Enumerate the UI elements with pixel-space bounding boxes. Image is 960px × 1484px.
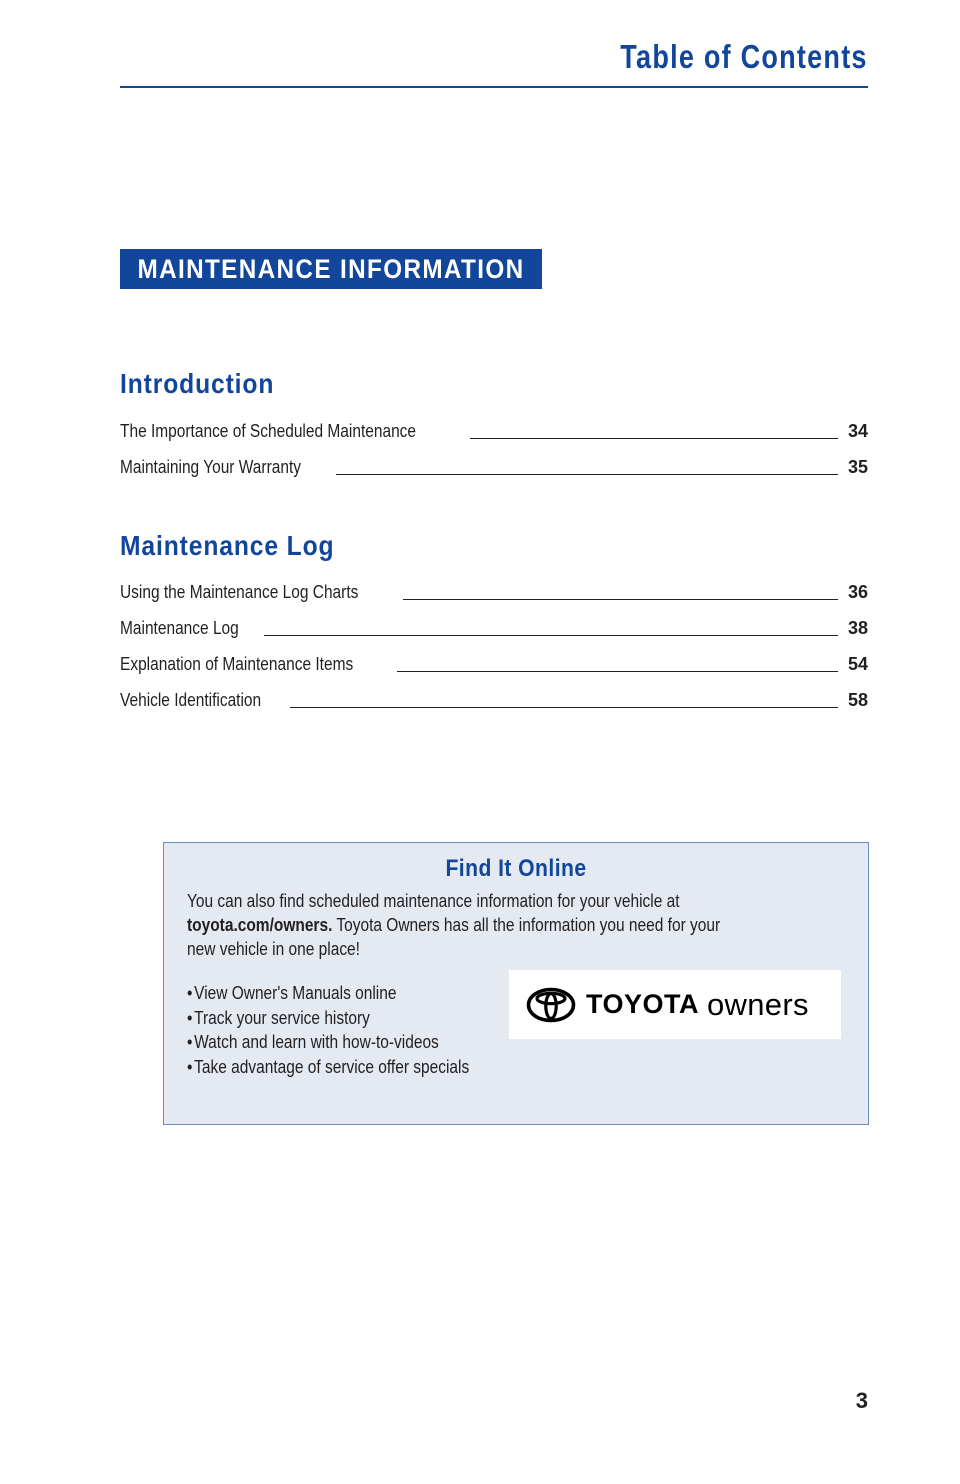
leader-line	[397, 671, 838, 672]
description-line: You can also find scheduled maintenance information for your vehicle at	[187, 891, 680, 911]
toc-entry-label: The Importance of Scheduled Maintenance	[120, 421, 417, 441]
logo-suffix-text: owners	[707, 986, 809, 1022]
logo-brand-text: TOYOTA	[586, 989, 700, 1019]
description-line: new vehicle in one place!	[187, 939, 360, 959]
toc-entry-page: 54	[847, 654, 868, 674]
toc-entry[interactable]	[120, 687, 868, 711]
title-divider	[120, 86, 868, 88]
section-banner	[120, 249, 542, 289]
toc-entry-page: 34	[847, 421, 868, 441]
page-number: 3	[855, 1388, 868, 1413]
leader-line	[336, 474, 838, 475]
leader-line	[403, 599, 838, 600]
description-text: Toyota Owners has all the information you need for your	[332, 915, 721, 935]
toc-entry-label: Explanation of Maintenance Items	[120, 654, 354, 674]
owners-link[interactable]: toyota.com/owners.	[187, 915, 333, 935]
feature-list-item: • Watch and learn with how-to-videos	[187, 1030, 548, 1055]
leader-line	[290, 707, 838, 708]
toc-entry-page: 38	[847, 618, 868, 638]
feature-list-item: • View Owner's Manuals online	[187, 981, 548, 1006]
group-heading-maintenance-log: Maintenance Log	[120, 530, 335, 561]
toc-entry-label: Vehicle Identification	[120, 690, 262, 710]
toyota-emblem-icon	[526, 987, 576, 1023]
toc-entry[interactable]	[120, 454, 868, 478]
feature-list-item: • Take advantage of service offer specials	[187, 1055, 548, 1080]
page-title: Table of Contents	[620, 38, 868, 75]
toc-entry-page: 36	[847, 582, 868, 602]
description-line	[187, 913, 823, 937]
feature-list-item: • Track your service history	[187, 1006, 548, 1031]
feature-list	[187, 981, 548, 1079]
leader-line	[264, 635, 838, 636]
toc-entry-page: 35	[847, 457, 868, 477]
find-online-description	[187, 889, 823, 961]
toc-entry-label: Using the Maintenance Log Charts	[120, 582, 359, 602]
toc-entry-label: Maintaining Your Warranty	[120, 457, 301, 477]
toc-entry[interactable]	[120, 418, 868, 442]
section-banner-label: MAINTENANCE INFORMATION	[137, 253, 525, 284]
find-online-box	[163, 842, 869, 1125]
group-heading-introduction: Introduction	[120, 368, 275, 399]
toc-entry-page: 58	[847, 690, 868, 710]
toyota-owners-logo	[509, 970, 841, 1039]
toc-entry[interactable]	[120, 579, 868, 603]
toc-entry-label: Maintenance Log	[120, 618, 239, 638]
leader-line	[470, 438, 838, 439]
toc-entry[interactable]	[120, 651, 868, 675]
toc-entry[interactable]	[120, 615, 868, 639]
find-online-title: Find It Online	[445, 855, 587, 882]
